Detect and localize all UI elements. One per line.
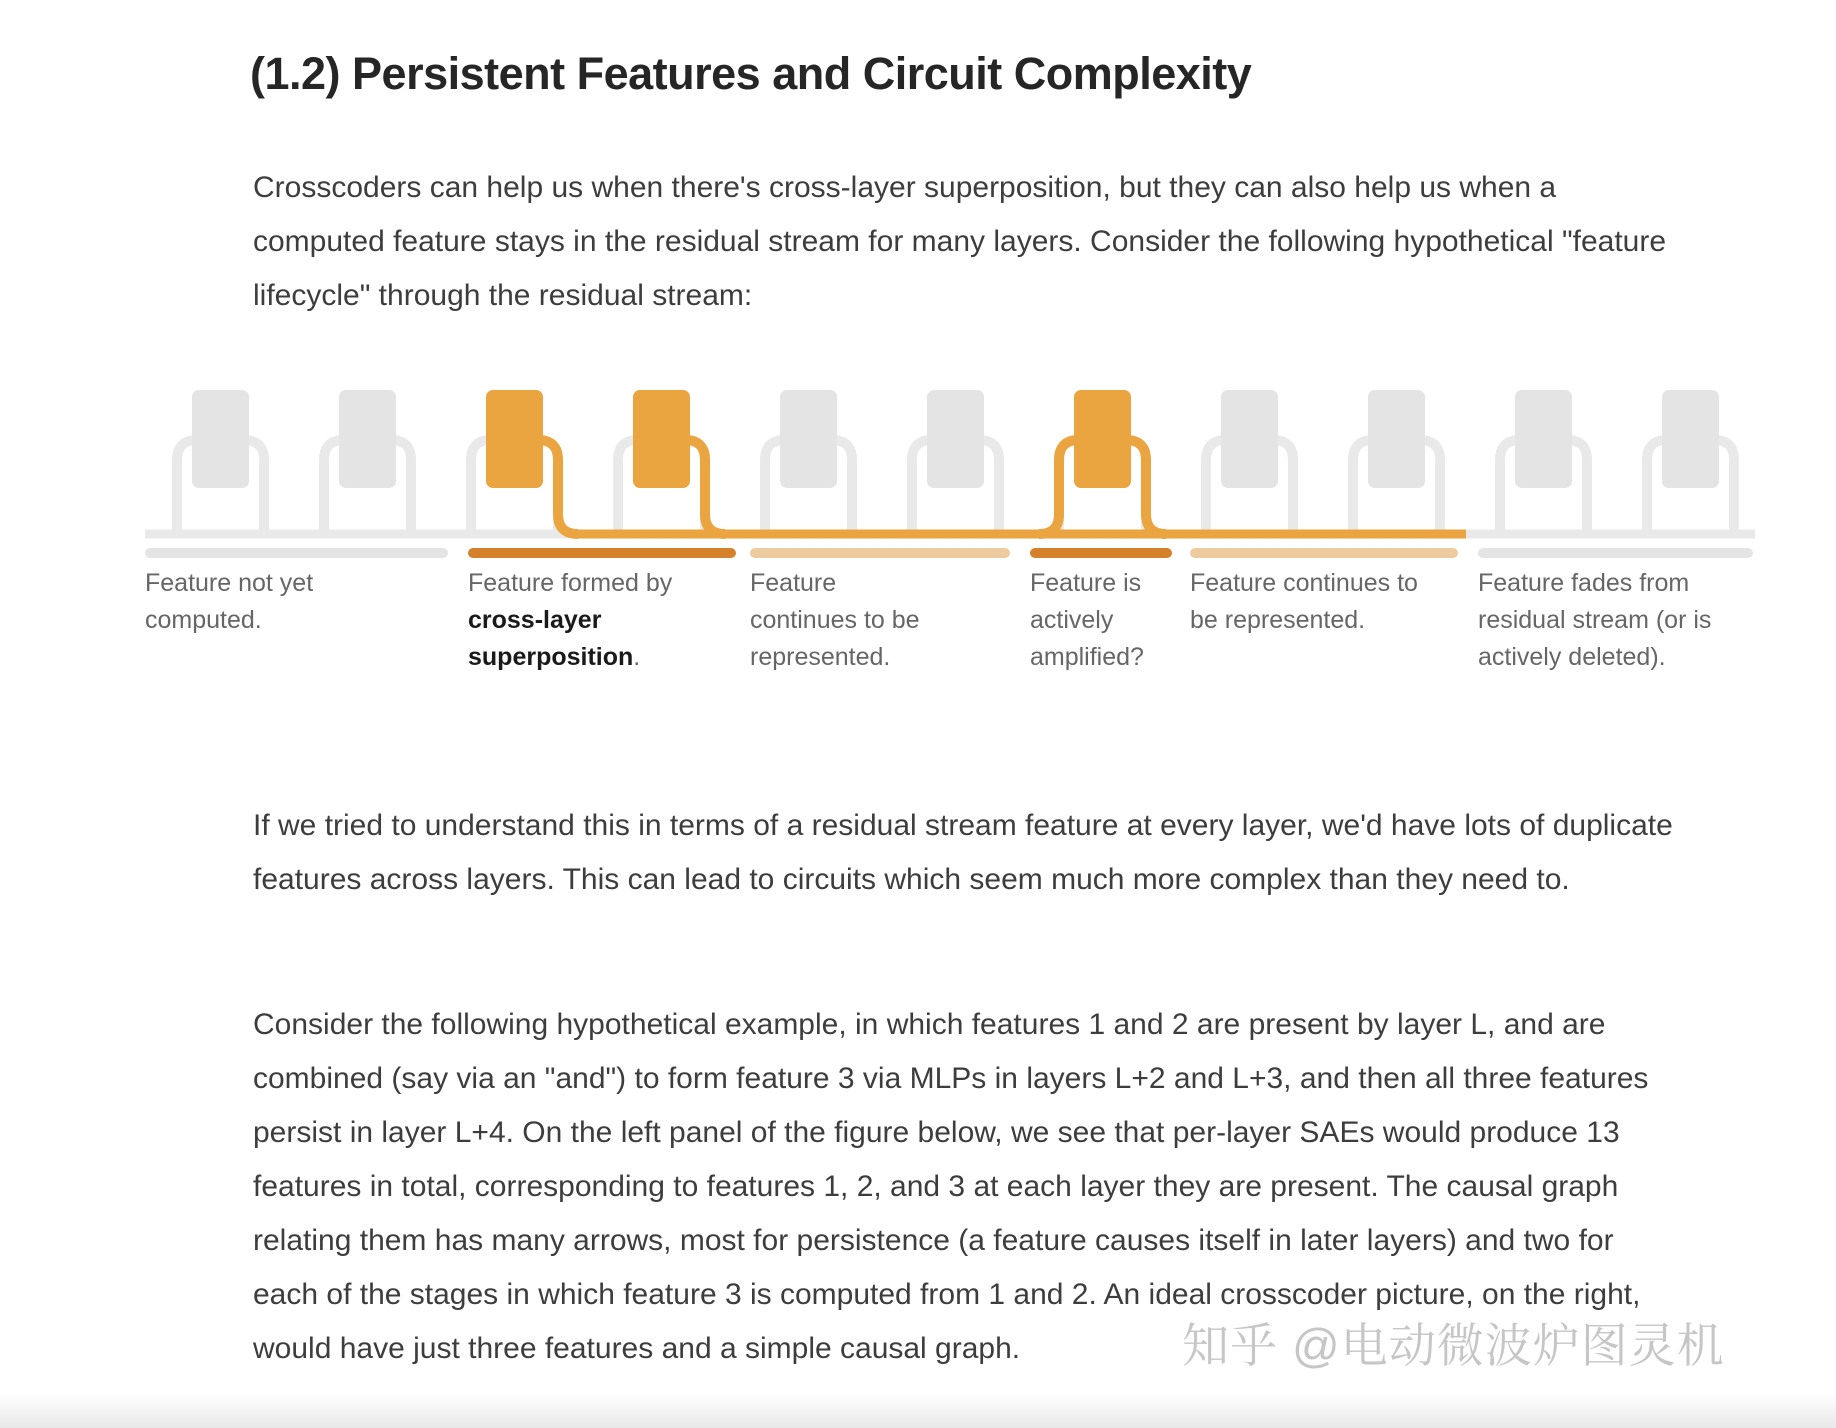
stage-segment-bar — [1478, 548, 1753, 558]
feature-block-inactive — [1368, 390, 1425, 488]
caption-text: Feature fades from residual stream (or is actively deleted). — [1478, 569, 1712, 671]
caption-text: Feature formed by — [468, 569, 673, 597]
caption-text: . — [633, 643, 641, 671]
stage-segment-bar — [1190, 548, 1458, 558]
feature-block-active — [486, 390, 543, 488]
feature-block-active — [1074, 390, 1131, 488]
caption-text: Feature is actively amplified? — [1030, 569, 1144, 671]
feature-block-inactive — [339, 390, 396, 488]
feature-block-inactive — [1662, 390, 1719, 488]
stage-segment-bar — [468, 548, 736, 558]
figure-caption-represented-2 — [1190, 565, 1420, 639]
figure-caption-represented-1 — [750, 565, 945, 676]
stage-segment-bar — [145, 548, 448, 558]
caption-bold-text: cross-layer superposition — [468, 606, 634, 671]
caption-text: Feature continues to be represented. — [1190, 569, 1418, 634]
figure-caption-fades — [1478, 565, 1728, 676]
section-title: (1.2) Persistent Features and Circuit Complexity — [250, 48, 1252, 100]
figure-caption-amplified — [1030, 565, 1170, 676]
figure-caption-formed — [468, 565, 748, 676]
stage-segment-bar — [1030, 548, 1172, 558]
feature-lifecycle-figure — [0, 330, 1836, 590]
feature-block-inactive — [1515, 390, 1572, 488]
zhihu-watermark: 知乎 @电动微波炉图灵机 — [1182, 1319, 1725, 1372]
feature-block-inactive — [1221, 390, 1278, 488]
feature-block-active — [633, 390, 690, 488]
feature-block-inactive — [927, 390, 984, 488]
figure-caption-not-computed — [145, 565, 365, 639]
caption-text: Feature continues to be represented. — [750, 569, 920, 671]
paragraph-duplicate-features: If we tried to understand this in terms of a residual stream feature at every layer, we'd have lots of duplicate features across layers. This can lead to circuits which seem much more complex than they need to. — [253, 809, 1673, 896]
paragraph-hypothetical-example: Consider the following hypothetical example, in which features 1 and 2 are present by layer L, and are combined (say via an "and") to form feature 3 via MLPs in layers L+2 and L+3, and then all three features persist in layer L+4. On the left panel of the figure below, we see that per-layer SAEs would produce 13 features in total, corresponding to features 1, 2, and 3 at each layer they are present. The causal graph relating them has many arrows, most for persistence (a feature causes itself in later layers) and two for each of the stages in which feature 3 is computed from 1 and 2. An ideal crosscoder picture, on the right, would have just three features and a simple causal graph. — [253, 1008, 1649, 1365]
bottom-fade-gradient — [0, 1394, 1836, 1428]
feature-block-inactive — [780, 390, 837, 488]
stage-segment-bar — [750, 548, 1010, 558]
paragraph-intro: Crosscoders can help us when there's cross-layer superposition, but they can also help us when a computed feature stays in the residual stream for many layers. Consider the following hypothetical "feature lifecycle" through the residual stream: — [253, 171, 1667, 312]
caption-text: Feature not yet computed. — [145, 569, 314, 634]
feature-block-inactive — [192, 390, 249, 488]
